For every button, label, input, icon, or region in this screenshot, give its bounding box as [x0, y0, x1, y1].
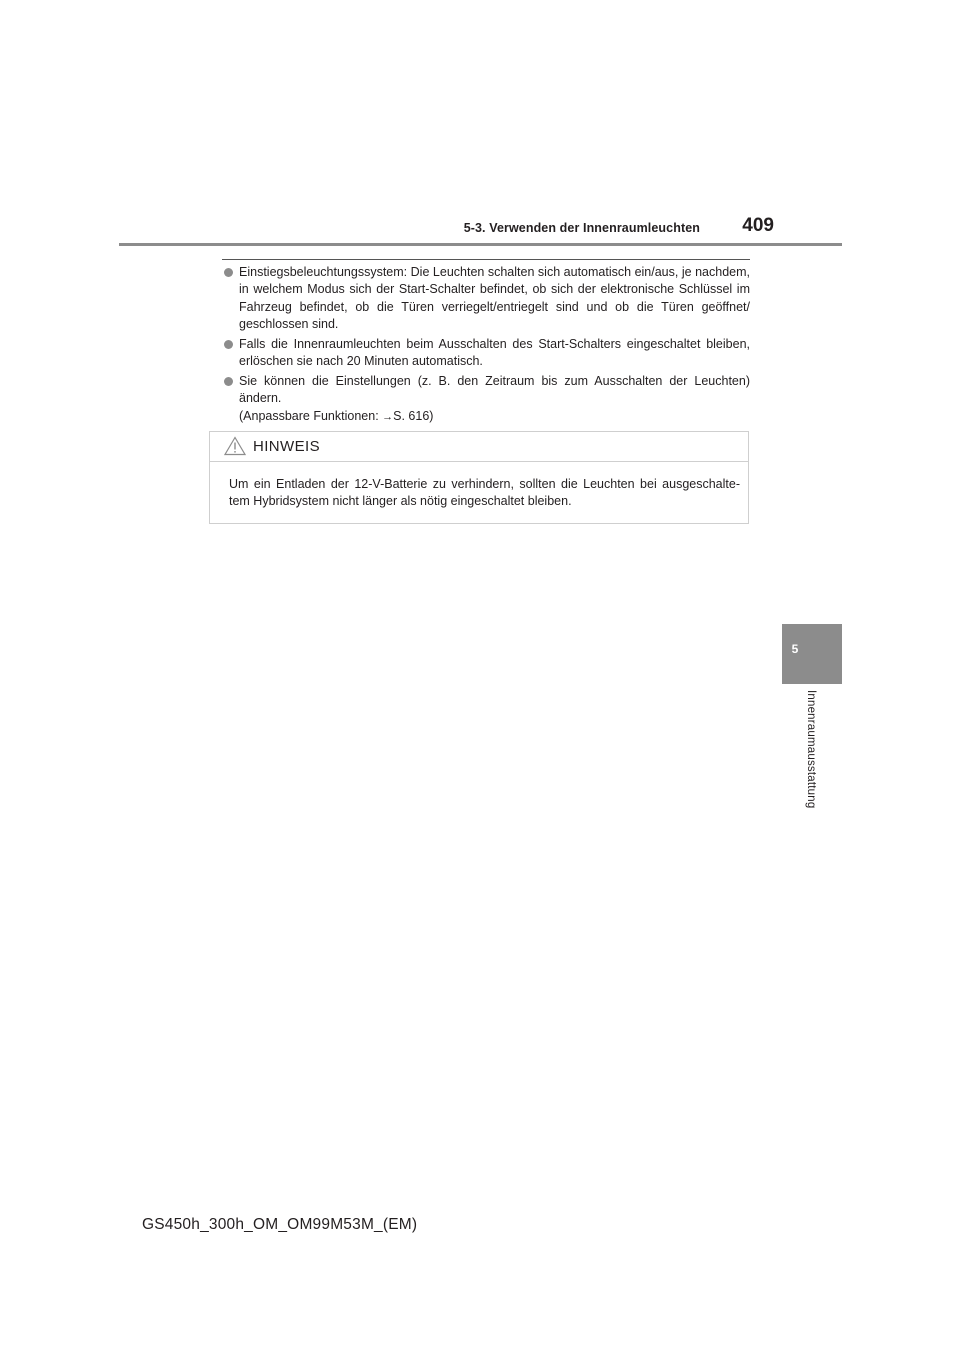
- bullet-icon: [224, 268, 233, 277]
- list-item: [222, 336, 750, 371]
- bullet-icon: [224, 340, 233, 349]
- notice-box: [209, 431, 749, 524]
- footer-document-code: GS450h_300h_OM_OM99M53M_(EM): [142, 1216, 418, 1233]
- bullet-icon: [224, 377, 233, 386]
- page-number: 409: [742, 215, 774, 236]
- notice-body: Um ein Entladen der 12-V-Batterie zu verhindern, sollten die Leuchten bei ausgeschalte- tem Hybridsystem nicht länger als nötig eingeschaltet bleiben.: [229, 477, 740, 509]
- chapter-number: 5: [791, 642, 799, 656]
- note-text: Sie können die Einstellungen (z. B. den Zeitraum bis zum Ausschalten der Leuchten) ändern.: [239, 373, 750, 406]
- note-text: Einstiegsbeleuchtungssystem: Die Leuchten schalten sich automatisch ein/aus, je nachdem, in welchem Modus sich der Start-Schalter befindet, ob sich der elektronische Schlüssel im Fahrzeug befindet, ob die Türen verriegelt/entriegelt sind und ob die Türen geöffnet/ geschlossen sind.: [239, 265, 750, 331]
- reference-target[interactable]: S. 616): [393, 408, 434, 423]
- header-section-title: 5-3. Verwenden der Innenraumleuchten: [463, 221, 700, 235]
- reference-prefix: (Anpassbare Funktionen:: [239, 408, 383, 423]
- notes-list: [222, 264, 750, 428]
- arrow-icon: →: [382, 410, 394, 423]
- list-item: [222, 373, 750, 426]
- note-text: Falls die Innenraumleuchten beim Ausschalten des Start-Schalters eingeschaltet bleiben, erlöschen sie nach 20 Minuten automatisch.: [239, 336, 750, 369]
- header-rule: [119, 243, 842, 246]
- list-item: [222, 264, 750, 333]
- notice-header: [210, 432, 748, 462]
- page-reference[interactable]: [239, 408, 750, 426]
- chapter-label-text: Innenraumausstattung: [805, 690, 817, 809]
- notice-title: HINWEIS: [253, 438, 320, 455]
- warning-triangle-icon: [224, 436, 246, 456]
- chapter-label: [805, 690, 825, 820]
- content-top-rule: [222, 259, 750, 260]
- chapter-tab[interactable]: [782, 624, 842, 684]
